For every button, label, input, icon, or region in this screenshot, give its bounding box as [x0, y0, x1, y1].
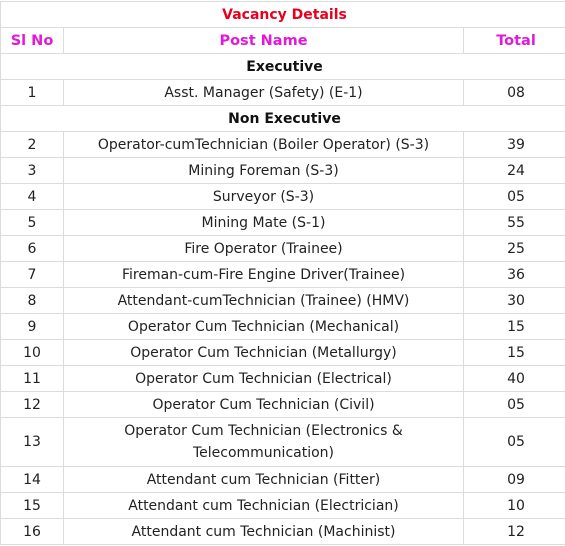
- sl-no-cell: 16: [1, 519, 64, 545]
- total-cell: 08: [464, 80, 565, 106]
- post-name-cell: Attendant cum Technician (Electrician): [64, 493, 464, 519]
- post-name-cell: Operator Cum Technician (Metallurgy): [64, 340, 464, 366]
- sl-no-cell: 6: [1, 236, 64, 262]
- table-row: [1, 158, 565, 184]
- total-cell: 05: [464, 184, 565, 210]
- table-row: [1, 340, 565, 366]
- sl-no-cell: 3: [1, 158, 64, 184]
- title-row: [1, 2, 565, 28]
- header-row: [1, 28, 565, 54]
- total-cell: 55: [464, 210, 565, 236]
- header-total: Total: [464, 28, 565, 54]
- total-cell: 15: [464, 340, 565, 366]
- section-row-executive: [1, 54, 565, 80]
- post-name-cell: Operator Cum Technician (Civil): [64, 392, 464, 418]
- table-row: [1, 236, 565, 262]
- table-row: [1, 392, 565, 418]
- total-cell: 39: [464, 132, 565, 158]
- vacancy-table: [0, 1, 565, 545]
- table-row: [1, 467, 565, 493]
- sl-no-cell: 4: [1, 184, 64, 210]
- post-name-cell: Attendant cum Technician (Machinist): [64, 519, 464, 545]
- post-name-cell: Operator Cum Technician (Electrical): [64, 366, 464, 392]
- table-row: [1, 262, 565, 288]
- post-name-cell: Fire Operator (Trainee): [64, 236, 464, 262]
- table-row: [1, 210, 565, 236]
- table-row: [1, 366, 565, 392]
- post-name-cell: Operator-cumTechnician (Boiler Operator) (S-3): [64, 132, 464, 158]
- total-cell: 05: [464, 392, 565, 418]
- sl-no-cell: 5: [1, 210, 64, 236]
- table-row: [1, 80, 565, 106]
- total-cell: 05: [464, 418, 565, 467]
- section-title: Non Executive: [1, 106, 565, 132]
- total-cell: 12: [464, 519, 565, 545]
- post-name-cell: Asst. Manager (Safety) (E-1): [64, 80, 464, 106]
- post-name-cell: Fireman-cum-Fire Engine Driver(Trainee): [64, 262, 464, 288]
- total-cell: 09: [464, 467, 565, 493]
- sl-no-cell: 9: [1, 314, 64, 340]
- table-row: [1, 519, 565, 545]
- total-cell: 15: [464, 314, 565, 340]
- sl-no-cell: 14: [1, 467, 64, 493]
- total-cell: 24: [464, 158, 565, 184]
- table-row: [1, 418, 565, 467]
- total-cell: 10: [464, 493, 565, 519]
- header-sl-no: Sl No: [1, 28, 64, 54]
- post-name-cell: Mining Mate (S-1): [64, 210, 464, 236]
- header-post-name: Post Name: [64, 28, 464, 54]
- sl-no-cell: 10: [1, 340, 64, 366]
- post-name-cell: Operator Cum Technician (Electronics & Telecommunication): [64, 418, 464, 467]
- sl-no-cell: 2: [1, 132, 64, 158]
- sl-no-cell: 7: [1, 262, 64, 288]
- table-title: Vacancy Details: [1, 2, 565, 28]
- post-name-cell: Mining Foreman (S-3): [64, 158, 464, 184]
- sl-no-cell: 15: [1, 493, 64, 519]
- total-cell: 40: [464, 366, 565, 392]
- sl-no-cell: 1: [1, 80, 64, 106]
- sl-no-cell: 8: [1, 288, 64, 314]
- table-row: [1, 184, 565, 210]
- table-row: [1, 493, 565, 519]
- total-cell: 36: [464, 262, 565, 288]
- sl-no-cell: 12: [1, 392, 64, 418]
- sl-no-cell: 11: [1, 366, 64, 392]
- section-row-non-executive: [1, 106, 565, 132]
- total-cell: 30: [464, 288, 565, 314]
- vacancy-table-body: [1, 2, 565, 545]
- table-row: [1, 132, 565, 158]
- table-row: [1, 288, 565, 314]
- post-name-cell: Operator Cum Technician (Mechanical): [64, 314, 464, 340]
- post-name-cell: Attendant cum Technician (Fitter): [64, 467, 464, 493]
- post-name-cell: Attendant-cumTechnician (Trainee) (HMV): [64, 288, 464, 314]
- post-name-cell: Surveyor (S-3): [64, 184, 464, 210]
- sl-no-cell: 13: [1, 418, 64, 467]
- table-row: [1, 314, 565, 340]
- section-title: Executive: [1, 54, 565, 80]
- total-cell: 25: [464, 236, 565, 262]
